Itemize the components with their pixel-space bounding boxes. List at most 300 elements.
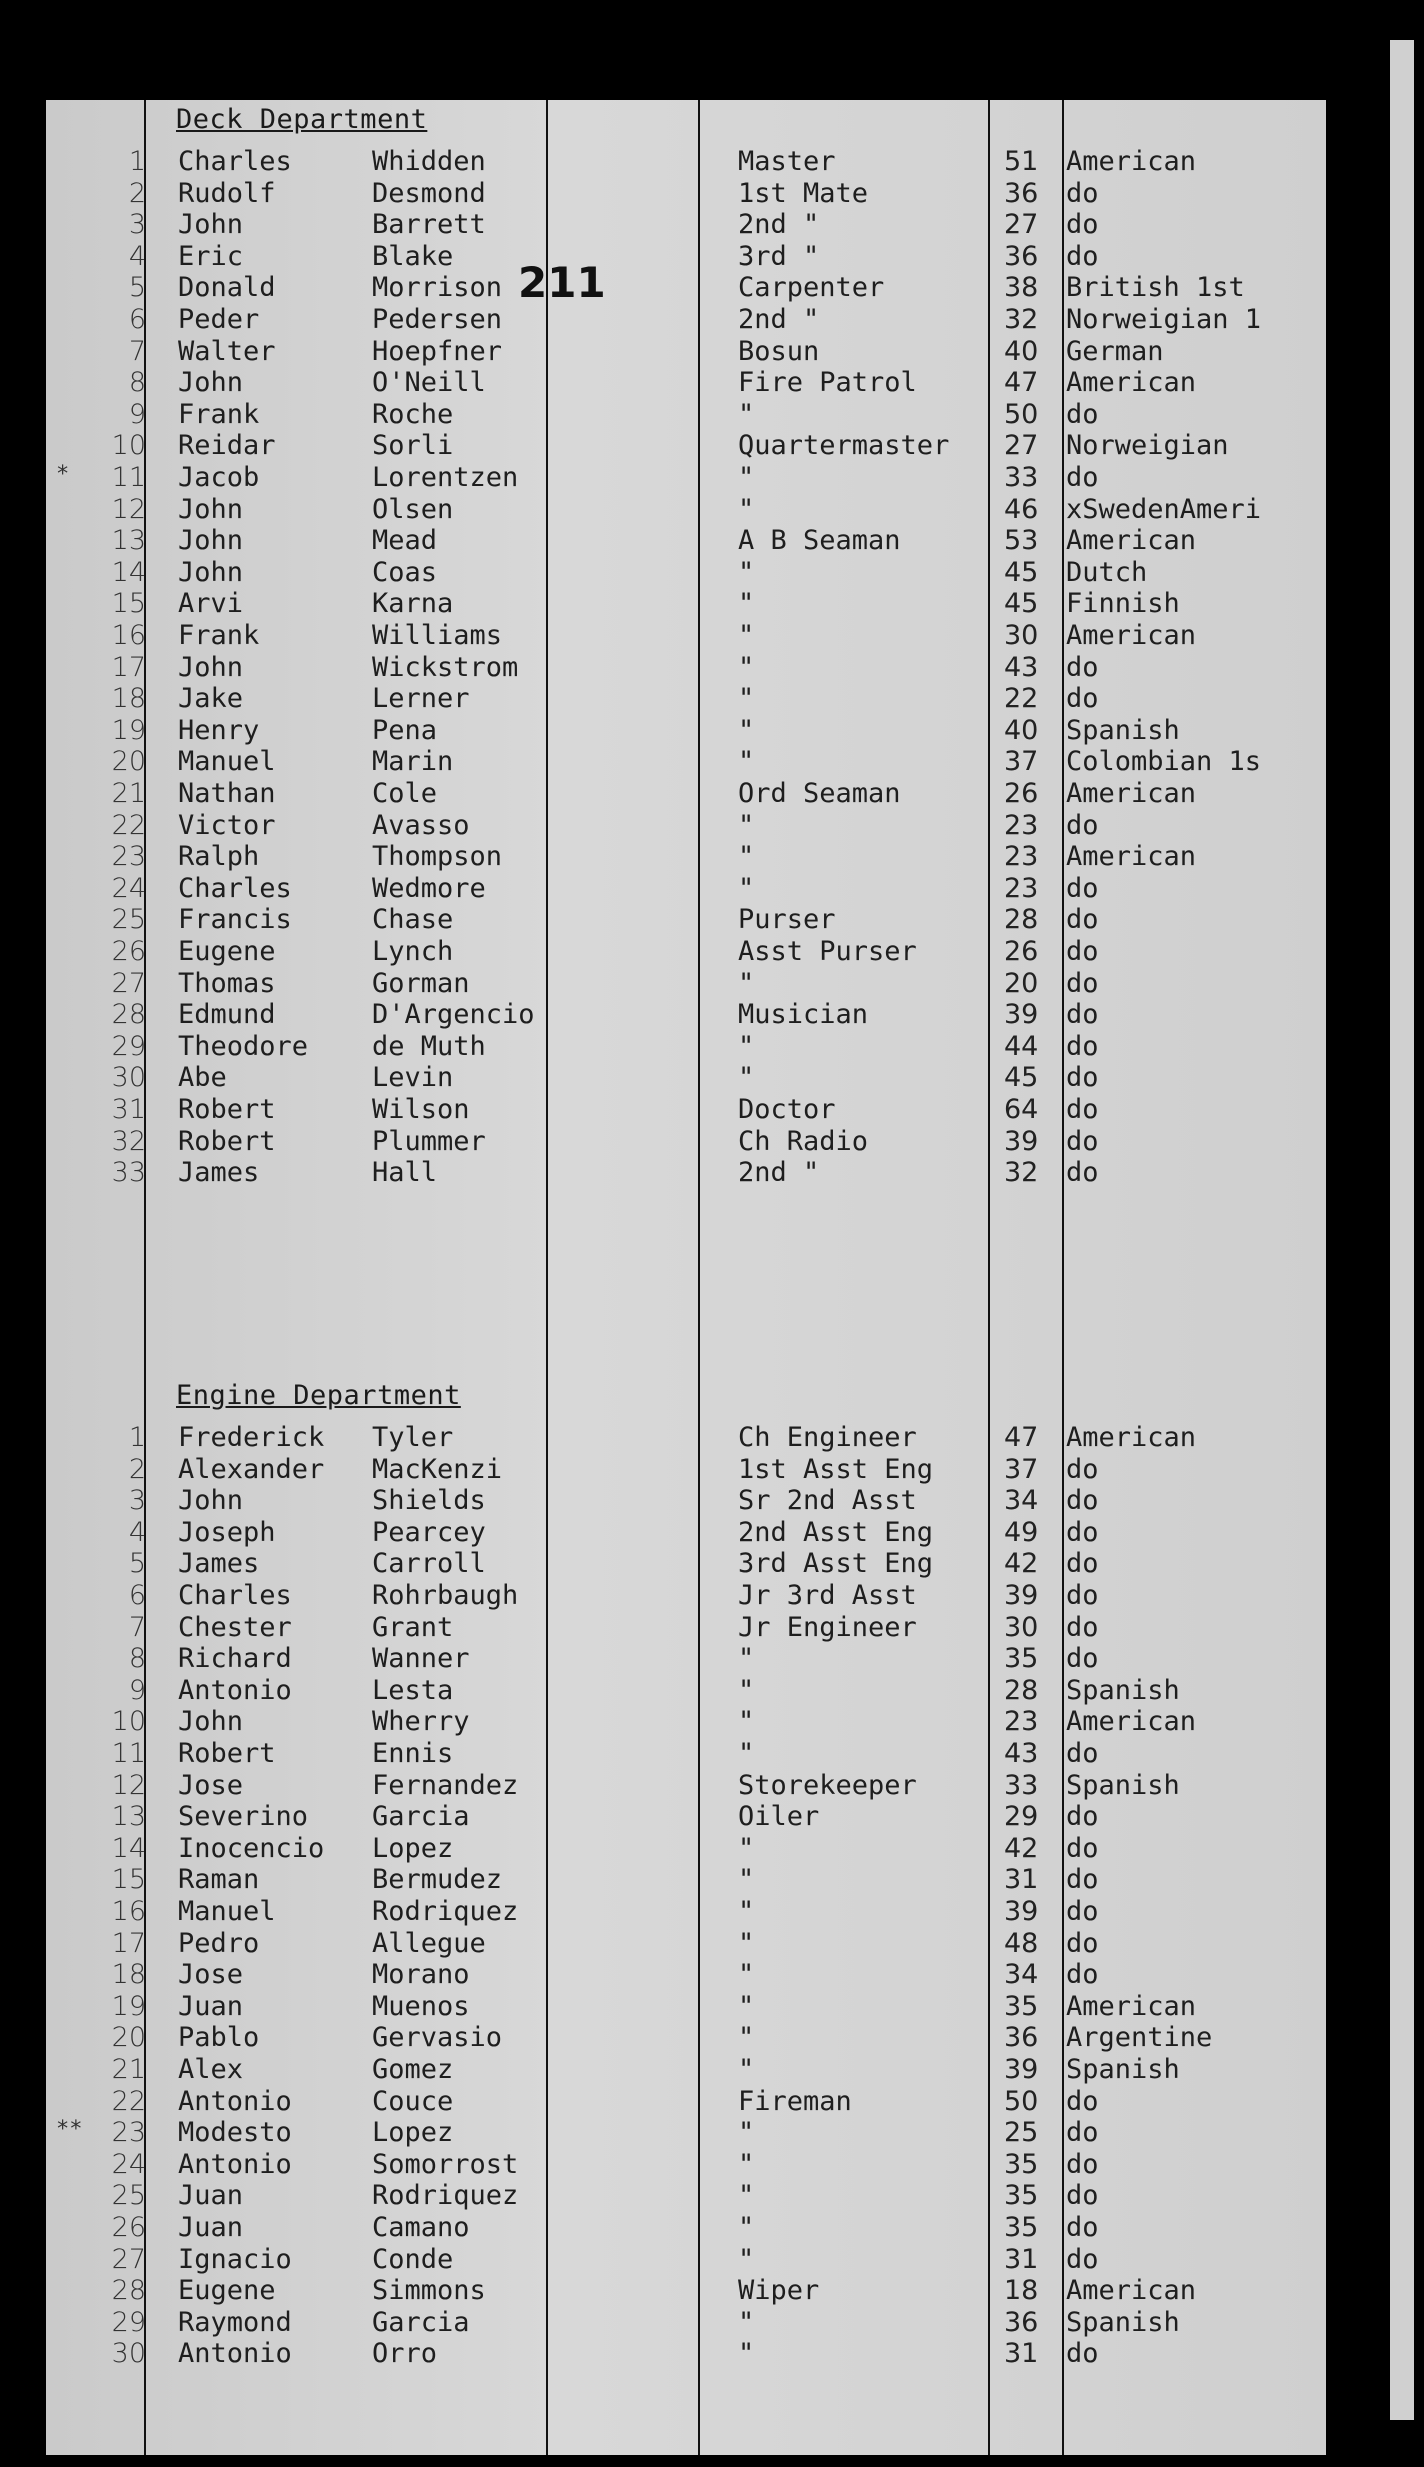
first-name: Ralph (178, 841, 260, 873)
rank: " (738, 746, 755, 778)
nationality: do (1066, 398, 1099, 430)
crew-row (46, 1833, 1326, 1865)
last-name: Whidden (372, 146, 486, 177)
first-name: Ignacio (178, 2243, 292, 2275)
last-name: Levin (372, 1062, 454, 1094)
rank: Storekeeper (738, 1769, 917, 1801)
last-name: Gervasio (372, 2022, 503, 2054)
rank: " (738, 2338, 755, 2370)
age: 35 (1004, 2148, 1039, 2180)
first-name: Modesto (178, 2117, 292, 2149)
age: 39 (1004, 1580, 1039, 1611)
rank: " (738, 714, 755, 746)
last-name: Pearcey (372, 1516, 486, 1548)
row-number: 30 (111, 1062, 146, 1094)
age: 23 (1004, 1706, 1039, 1738)
nationality: Spanish (1066, 1769, 1180, 1801)
nationality: do (1066, 2338, 1099, 2370)
crew-row (46, 336, 1326, 368)
rank: " (738, 872, 755, 904)
nationality: American (1066, 841, 1197, 873)
crew-row (46, 2244, 1326, 2276)
footnote-mark: ** (56, 2117, 83, 2143)
first-name: Robert (178, 1094, 276, 1125)
age: 46 (1004, 493, 1039, 525)
rank: 2nd Asst Eng (738, 1516, 934, 1548)
age: 39 (1004, 2054, 1039, 2085)
nationality: American (1066, 1990, 1197, 2022)
last-name: Carroll (372, 1548, 486, 1580)
first-name: Frank (178, 620, 260, 651)
adjacent-page-edge (1390, 40, 1414, 2420)
rank: Ch Engineer (738, 1422, 917, 1453)
first-name: Antonio (178, 2148, 292, 2180)
crew-row (46, 841, 1326, 873)
crew-row (46, 494, 1326, 526)
age: 49 (1004, 1516, 1039, 1548)
crew-row (46, 2307, 1326, 2339)
rank: " (738, 1674, 755, 1706)
row-number: 4 (128, 1516, 146, 1548)
nationality: do (1066, 1927, 1099, 1959)
crew-row (46, 2022, 1326, 2054)
crew-row (46, 1991, 1326, 2023)
first-name: Antonio (178, 1674, 292, 1706)
first-name: Antonio (178, 2085, 292, 2117)
row-number: 15 (111, 588, 146, 620)
first-name: Charles (178, 1580, 292, 1611)
last-name: Williams (372, 620, 503, 651)
nationality: do (1066, 872, 1099, 904)
row-number: 24 (111, 872, 146, 904)
rank: " (738, 809, 755, 841)
rank: " (738, 1030, 755, 1062)
age: 47 (1004, 1422, 1039, 1453)
first-name: Charles (178, 146, 292, 177)
nationality: do (1066, 177, 1099, 209)
row-number: 2 (128, 177, 146, 209)
rank: Bosun (738, 335, 820, 367)
last-name: Gorman (372, 967, 470, 999)
age: 51 (1004, 146, 1039, 177)
nationality: do (1066, 809, 1099, 841)
rank: 2nd " (738, 304, 820, 335)
age: 39 (1004, 1896, 1039, 1927)
age: 23 (1004, 841, 1039, 873)
age: 42 (1004, 1548, 1039, 1580)
nationality: do (1066, 1864, 1099, 1896)
last-name: Pena (372, 714, 438, 746)
nationality: do (1066, 2085, 1099, 2117)
last-name: Coas (372, 556, 438, 588)
crew-row (46, 1454, 1326, 1486)
first-name: John (178, 209, 244, 241)
crew-row (46, 1031, 1326, 1063)
page-stamp-number: 211 (518, 258, 606, 307)
rank: " (738, 1990, 755, 2022)
crew-row (46, 2054, 1326, 2086)
age: 33 (1004, 462, 1039, 493)
nationality: Finnish (1066, 588, 1180, 620)
crew-row (46, 1738, 1326, 1770)
crew-row (46, 2117, 1326, 2149)
rank: " (738, 1927, 755, 1959)
first-name: Richard (178, 1643, 292, 1675)
nationality: do (1066, 1094, 1099, 1125)
first-name: Joseph (178, 1516, 276, 1548)
nationality: American (1066, 367, 1197, 399)
last-name: Olsen (372, 493, 454, 525)
crew-row (46, 1928, 1326, 1960)
first-name: Pablo (178, 2022, 260, 2054)
first-name: Juan (178, 1990, 244, 2022)
last-name: Lopez (372, 1832, 454, 1864)
age: 27 (1004, 209, 1039, 241)
crew-row (46, 462, 1326, 494)
rank: " (738, 2148, 755, 2180)
row-number: 5 (128, 1548, 146, 1580)
age: 43 (1004, 1738, 1039, 1769)
engine-department-title: Engine Department (176, 1380, 461, 1411)
row-number: 9 (128, 1674, 146, 1706)
row-number: 8 (128, 367, 146, 399)
last-name: D'Argencio (372, 999, 535, 1031)
row-number: 13 (111, 525, 146, 557)
crew-row (46, 2086, 1326, 2118)
row-number: 11 (111, 462, 146, 493)
crew-row (46, 1094, 1326, 1126)
first-name: Inocencio (178, 1832, 325, 1864)
last-name: Marin (372, 746, 454, 778)
nationality: American (1066, 778, 1197, 809)
crew-row (46, 1548, 1326, 1580)
last-name: Lesta (372, 1674, 454, 1706)
nationality: do (1066, 936, 1099, 967)
rank: " (738, 1706, 755, 1738)
last-name: Pedersen (372, 304, 503, 335)
age: 27 (1004, 430, 1039, 462)
crew-row (46, 1485, 1326, 1517)
last-name: Hoepfner (372, 335, 503, 367)
rank: 1st Asst Eng (738, 1453, 934, 1485)
first-name: Edmund (178, 999, 276, 1031)
crew-row (46, 2275, 1326, 2307)
last-name: Grant (372, 1611, 454, 1643)
nationality: do (1066, 1157, 1099, 1189)
last-name: Lorentzen (372, 462, 519, 493)
nationality: do (1066, 1485, 1099, 1517)
rank: A B Seaman (738, 525, 901, 557)
nationality: do (1066, 2180, 1099, 2212)
last-name: O'Neill (372, 367, 486, 399)
last-name: Wilson (372, 1094, 470, 1125)
last-name: Garcia (372, 1801, 470, 1833)
rank: Quartermaster (738, 430, 950, 462)
crew-row (46, 367, 1326, 399)
age: 30 (1004, 1611, 1039, 1643)
row-number: 18 (111, 683, 146, 715)
last-name: Rodriquez (372, 2180, 519, 2212)
rank: " (738, 1959, 755, 1991)
crew-row (46, 652, 1326, 684)
row-number: 10 (111, 430, 146, 462)
first-name: James (178, 1548, 260, 1580)
row-number: 30 (111, 2338, 146, 2370)
rank: Wiper (738, 2275, 820, 2307)
nationality: do (1066, 1801, 1099, 1833)
last-name: Rohrbaugh (372, 1580, 519, 1611)
crew-row (46, 430, 1326, 462)
last-name: MacKenzi (372, 1453, 503, 1485)
nationality: do (1066, 683, 1099, 715)
row-number: 20 (111, 2022, 146, 2054)
age: 48 (1004, 1927, 1039, 1959)
crew-row (46, 525, 1326, 557)
nationality: do (1066, 1453, 1099, 1485)
row-number: 31 (111, 1094, 146, 1125)
row-number: 26 (111, 936, 146, 967)
crew-row (46, 2180, 1326, 2212)
row-number: 22 (111, 809, 146, 841)
nationality: American (1066, 146, 1197, 177)
crew-row (46, 272, 1326, 304)
rank: " (738, 398, 755, 430)
first-name: Manuel (178, 1896, 276, 1927)
rank: Musician (738, 999, 869, 1031)
nationality: American (1066, 1422, 1197, 1453)
first-name: John (178, 1485, 244, 1517)
rank: Jr Engineer (738, 1611, 917, 1643)
age: 23 (1004, 872, 1039, 904)
last-name: Morano (372, 1959, 470, 1991)
nationality: xSwedenAmeri (1066, 493, 1262, 525)
age: 37 (1004, 746, 1039, 778)
row-number: 28 (111, 2275, 146, 2307)
last-name: Karna (372, 588, 454, 620)
row-number: 2 (128, 1453, 146, 1485)
last-name: Blake (372, 240, 454, 272)
age: 43 (1004, 651, 1039, 683)
nationality: British 1st (1066, 272, 1245, 304)
last-name: Roche (372, 398, 454, 430)
last-name: Chase (372, 904, 454, 936)
row-number: 1 (128, 146, 146, 177)
last-name: Thompson (372, 841, 503, 873)
rank: Asst Purser (738, 936, 917, 967)
row-number: 22 (111, 2085, 146, 2117)
rank: " (738, 462, 755, 493)
last-name: Plummer (372, 1125, 486, 1157)
age: 34 (1004, 1959, 1039, 1991)
crew-row (46, 1643, 1326, 1675)
last-name: de Muth (372, 1030, 486, 1062)
rank: " (738, 2306, 755, 2338)
row-number: 27 (111, 2243, 146, 2275)
last-name: Lerner (372, 683, 470, 715)
row-number: 4 (128, 240, 146, 272)
first-name: Alexander (178, 1453, 325, 1485)
row-number: 19 (111, 1990, 146, 2022)
last-name: Sorli (372, 430, 454, 462)
first-name: Robert (178, 1125, 276, 1157)
nationality: do (1066, 2117, 1099, 2149)
age: 45 (1004, 1062, 1039, 1094)
nationality: do (1066, 1062, 1099, 1094)
age: 45 (1004, 556, 1039, 588)
age: 38 (1004, 272, 1039, 304)
rank: Carpenter (738, 272, 885, 304)
first-name: Eugene (178, 2275, 276, 2307)
last-name: Couce (372, 2085, 454, 2117)
nationality: do (1066, 1125, 1099, 1157)
row-number: 12 (111, 1769, 146, 1801)
row-number: 3 (128, 209, 146, 241)
row-number: 21 (111, 2054, 146, 2085)
nationality: Colombian 1s (1066, 746, 1262, 778)
row-number: 25 (111, 904, 146, 936)
first-name: Raman (178, 1864, 260, 1896)
age: 35 (1004, 1643, 1039, 1675)
crew-row (46, 1896, 1326, 1928)
crew-row (46, 2149, 1326, 2181)
rank: " (738, 841, 755, 873)
last-name: Wedmore (372, 872, 486, 904)
age: 39 (1004, 999, 1039, 1031)
age: 36 (1004, 2022, 1039, 2054)
last-name: Allegue (372, 1927, 486, 1959)
age: 25 (1004, 2117, 1039, 2149)
row-number: 9 (128, 398, 146, 430)
last-name: Lopez (372, 2117, 454, 2149)
first-name: Theodore (178, 1030, 309, 1062)
first-name: Arvi (178, 588, 244, 620)
first-name: Jose (178, 1769, 244, 1801)
rank: Ord Seaman (738, 778, 901, 809)
last-name: Camano (372, 2212, 470, 2243)
rank: " (738, 2212, 755, 2243)
first-name: Antonio (178, 2338, 292, 2370)
age: 26 (1004, 778, 1039, 809)
last-name: Morrison (372, 272, 503, 304)
nationality: do (1066, 209, 1099, 241)
rank: " (738, 588, 755, 620)
row-number: 7 (128, 1611, 146, 1643)
crew-row (46, 936, 1326, 968)
nationality: do (1066, 1516, 1099, 1548)
last-name: Wickstrom (372, 651, 519, 683)
age: 37 (1004, 1453, 1039, 1485)
row-number: 6 (128, 1580, 146, 1611)
crew-row (46, 778, 1326, 810)
first-name: Robert (178, 1738, 276, 1769)
nationality: Argentine (1066, 2022, 1213, 2054)
nationality: do (1066, 2243, 1099, 2275)
age: 23 (1004, 809, 1039, 841)
nationality: do (1066, 462, 1099, 493)
row-number: 15 (111, 1864, 146, 1896)
first-name: Charles (178, 872, 292, 904)
rank: " (738, 2243, 755, 2275)
first-name: Reidar (178, 430, 276, 462)
first-name: John (178, 556, 244, 588)
crew-row (46, 557, 1326, 589)
row-number: 29 (111, 1030, 146, 1062)
last-name: Orro (372, 2338, 438, 2370)
age: 50 (1004, 398, 1039, 430)
nationality: American (1066, 620, 1197, 651)
rank: " (738, 493, 755, 525)
nationality: American (1066, 1706, 1197, 1738)
age: 18 (1004, 2275, 1039, 2307)
age: 29 (1004, 1801, 1039, 1833)
age: 45 (1004, 588, 1039, 620)
row-number: 23 (111, 841, 146, 873)
last-name: Somorrost (372, 2148, 519, 2180)
row-number: 25 (111, 2180, 146, 2212)
crew-row (46, 810, 1326, 842)
rank: 3rd " (738, 240, 820, 272)
last-name: Cole (372, 778, 438, 809)
age: 40 (1004, 714, 1039, 746)
row-number: 8 (128, 1643, 146, 1675)
first-name: Victor (178, 809, 276, 841)
row-number: 6 (128, 304, 146, 335)
last-name: Tyler (372, 1422, 454, 1453)
rank: " (738, 1896, 755, 1927)
row-number: 3 (128, 1485, 146, 1517)
row-number: 20 (111, 746, 146, 778)
nationality: do (1066, 1580, 1099, 1611)
first-name: Juan (178, 2180, 244, 2212)
age: 26 (1004, 936, 1039, 967)
first-name: Raymond (178, 2306, 292, 2338)
row-number: 7 (128, 335, 146, 367)
crew-row (46, 2212, 1326, 2244)
crew-row (46, 715, 1326, 747)
first-name: Juan (178, 2212, 244, 2243)
row-number: 18 (111, 1959, 146, 1991)
last-name: Shields (372, 1485, 486, 1517)
crew-row (46, 1157, 1326, 1189)
rank: Master (738, 146, 836, 177)
crew-row (46, 1517, 1326, 1549)
age: 39 (1004, 1125, 1039, 1157)
age: 22 (1004, 683, 1039, 715)
age: 36 (1004, 2306, 1039, 2338)
row-number: 17 (111, 1927, 146, 1959)
age: 32 (1004, 304, 1039, 335)
nationality: do (1066, 1959, 1099, 1991)
crew-row (46, 399, 1326, 431)
last-name: Simmons (372, 2275, 486, 2307)
age: 31 (1004, 2243, 1039, 2275)
age: 50 (1004, 2085, 1039, 2117)
nationality: do (1066, 1030, 1099, 1062)
last-name: Mead (372, 525, 438, 557)
first-name: Francis (178, 904, 292, 936)
age: 32 (1004, 1157, 1039, 1189)
crew-row (46, 1580, 1326, 1612)
first-name: John (178, 1706, 244, 1738)
crew-row (46, 1959, 1326, 1991)
row-number: 16 (111, 1896, 146, 1927)
nationality: Norweigian (1066, 430, 1229, 462)
last-name: Conde (372, 2243, 454, 2275)
last-name: Bermudez (372, 1864, 503, 1896)
first-name: John (178, 651, 244, 683)
crew-row (46, 1126, 1326, 1158)
crew-row (46, 1706, 1326, 1738)
